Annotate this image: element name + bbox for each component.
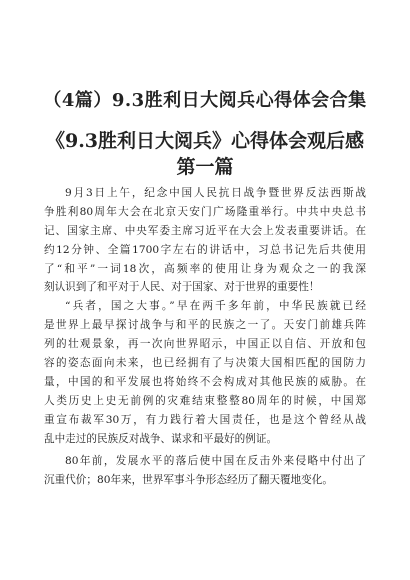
- paragraph-2-line-8: 乱中走过的民族反对战争、谋求和平最好的例证。: [44, 432, 278, 445]
- paragraph-3-line-1: 80年前，发展水平的落后使中国在反击外来侵略中付出了: [65, 455, 366, 468]
- paragraph-2-line-5: 量，中国的和平发展也将始终不会构成对其他民族的威胁。在: [44, 375, 366, 388]
- paragraph-1-line-4: 约12分钟、全篇1700字左右的讲话中，习总书记先后共使用: [44, 243, 366, 256]
- section-subtitle: 第一篇: [176, 156, 234, 178]
- section-title: 《9.3胜利日大阅兵》心得体会观后感: [45, 130, 365, 152]
- paragraph-2-line-2: 是世界上最早探讨战争与和平的民族之一了。天安门前雄兵阵: [44, 319, 366, 332]
- paragraph-1-line-5: 了“和平”一词18次，高频率的使用让身为观众之一的我深: [44, 262, 366, 275]
- paragraph-3-line-2: 沉重代价；80年来，世界军事斗争形态经历了翻天覆地变化。: [44, 474, 333, 487]
- paragraph-2-line-7: 重宣布裁军30万，有力践行着大国责任，也是这个曾经从战: [44, 413, 366, 426]
- paragraph-2-line-1: “兵者，国之大事。”早在两千多年前，中华民族就已经: [65, 300, 366, 313]
- paragraph-2-line-6: 人类历史上史无前例的灾难结束整整80周年的时候，中国郑: [44, 394, 366, 407]
- document-title: （4篇）9.3胜利日大阅兵心得体会合集: [43, 90, 367, 111]
- paragraph-1-line-1: 9月3日上午，纪念中国人民抗日战争暨世界反法西斯战: [65, 187, 366, 199]
- paragraph-1-line-2: 争胜利80周年大会在北京天安门广场隆重举行。中共中央总书: [44, 205, 366, 218]
- article-body: [44, 184, 366, 490]
- paragraph-1-line-3: 记、国家主席、中央军委主席习近平在大会上发表重要讲话。在: [44, 224, 366, 237]
- paragraph-1-line-6: 刻认识到了和平对于人民、对于国家、对于世界的重要性！: [44, 281, 320, 294]
- paragraph-2-line-4: 容的姿态面向未来，也已经拥有了与决策大国相匹配的国防力: [44, 357, 366, 370]
- paragraph-2-line-3: 列的壮观景象，再一次向世界昭示，中国正以自信、开放和包: [44, 338, 366, 351]
